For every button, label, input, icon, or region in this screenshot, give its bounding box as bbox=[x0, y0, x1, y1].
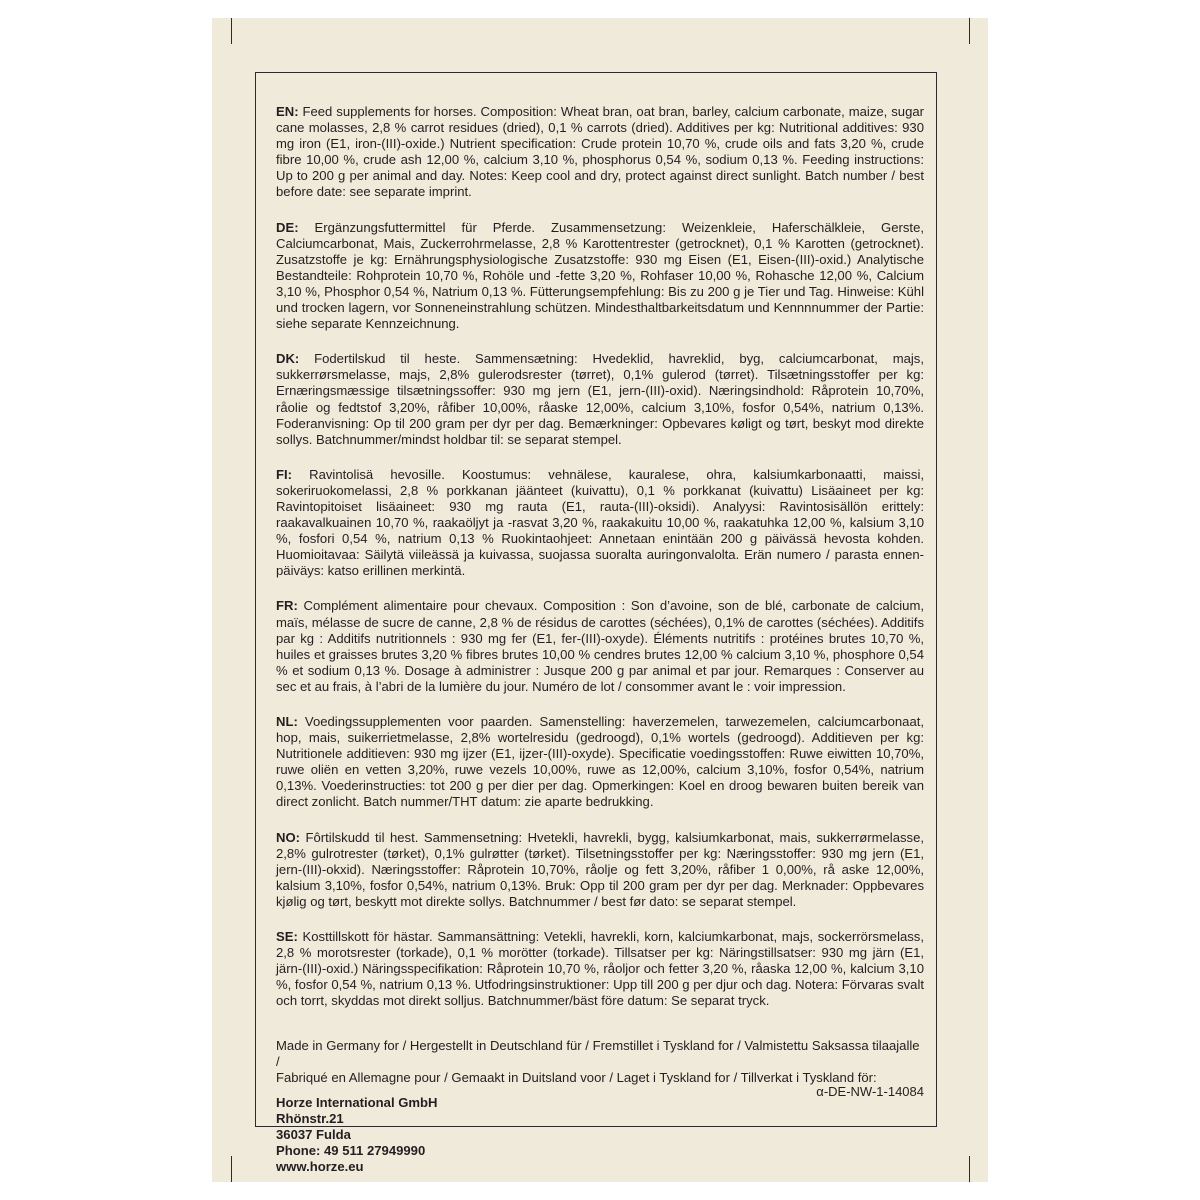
paragraph-text-dk: Fodertilskud til heste. Sammensætning: Hvedeklid, havreklid, byg, calciumcarbonat, majs, sukkerrørsmelasse, majs, 2,8% gulerodsrester (tørret), 0,1% gulerod (tørret). Tilsætningsstoffer per kg: Ernæringsmæssige tilsætningssoffer: 930 mg jern (E1, jern-(III)-oxid). Næringsindhold: Råprotein 10,70%, råolie og fedtstof 3,20%, råfiber 10,00%, råaske 12,00%, calcium 3,10%, fosfor 0,54%, natrium 0,13%. Foderanvisning: Op til 200 gram per dyr per dag. Bemærkninger: Opbevares køligt og tørt, beskyt mod direkte sollys. Batchnummer/mindst holdbar til: se separat stempel. bbox=[276, 351, 924, 447]
company-city: 36037 Fulda bbox=[276, 1126, 351, 1142]
language-code-de: DE: bbox=[276, 219, 299, 235]
paragraph-en bbox=[276, 104, 924, 201]
language-code-se: SE: bbox=[276, 929, 298, 945]
label-text-content bbox=[276, 104, 924, 1175]
paragraph-text-no: Fôrtilskudd til hest. Sammensetning: Hvetekli, havrekli, bygg, kalsiumkarbonat, mais, sukkerrørmelasse, 2,8% gulrotrester (tørket), 0,1% gulrøtter (tørket). Tilsetningsstoffer per kg: Næringsstoffer: 930 mg jern (E1, jern-(III)-okxid). Næringsstoffer: Råprotein 10,70%, råolje og fett 3,20%, råfiber 1 0,00%, rå aske 12,00%, kalsium 3,10%, fosfor 0,54%, natrium 0,13%. Bruk: Opp til 200 gram per dyr per dag. Merknader: Oppbevares kjølig og tørt, beskytt mot direkte sollys. Batchnummer / best før dato: se separat stempel. bbox=[276, 829, 924, 909]
manufacturer-block bbox=[276, 1038, 924, 1176]
paragraph-fi bbox=[276, 467, 924, 580]
language-code-en: EN: bbox=[276, 104, 299, 119]
language-code-fr: FR: bbox=[276, 598, 298, 614]
paragraph-nl bbox=[276, 714, 924, 811]
paragraph-no bbox=[276, 830, 924, 910]
language-code-fi: FI: bbox=[276, 466, 292, 482]
company-street: Rhönstr.21 bbox=[276, 1110, 344, 1126]
paragraph-text-fr: Complément alimentaire pour chevaux. Composition : Son d’avoine, son de blé, carbonate de calcium, maïs, mélasse de sucre de canne, 2,8 % de résidus de carottes (séchées), 0,1% de carottes (séchées). Additifs par kg : Additifs nutritionnels : 930 mg fer (E1, fer-(III)-oxyde). Éléments nutritifs : protéines brutes 10,70 %, huiles et graisses brutes 3,20 % fibres brutes 10,00 % cendres brutes 12,00 % calcium 3,10 %, phosphore 0,54 % et sodium 0,13 %. Dosage à administrer : Jusque 200 g par animal et par jour. Remarques : Conserver au sec et au frais, à l’abri de la lumière du jour. Numéro de lot / consommer avant le : voir impression. bbox=[276, 598, 924, 694]
paragraph-dk bbox=[276, 351, 924, 448]
paragraph-fr bbox=[276, 598, 924, 695]
language-code-dk: DK: bbox=[276, 351, 300, 367]
paragraph-text-de: Ergänzungsfuttermittel für Pferde. Zusammensetzung: Weizenkleie, Haferschälkleie, Gerste, Calciumcarbonat, Mais, Zuckerrohrmelasse, 2,8 % Karottentrester (getrocknet), 0,1 % Karotten (getrocknet). Zusatzstoffe je kg: Ernährungsphysiologische Zusatzstoffe: 930 mg Eisen (E1, Eisen-(III)-oxid.) Analytische Bestandteile: Rohprotein 10,70 %, Rohöle und -fette 3,20 %, Rohfaser 10,00 %, Rohasche 12,00 %, Calcium 3,10 %, Phosphor 0,54 %, Natrium 0,13 %. Fütterungsempfehlung: Bis zu 200 g je Tier und Tag. Hinweise: Kühl und trocken lagern, vor Sonneneinstrahlung schützen. Mindesthaltbarkeitsdatum und Kennnnummer der Partie: siehe separate Kennzeichnung. bbox=[276, 219, 924, 332]
crop-mark-bottom-left bbox=[231, 1156, 232, 1182]
paragraph-de bbox=[276, 220, 924, 333]
paragraph-text-fi: Ravintolisä hevosille. Koostumus: vehnälese, kauralese, ohra, kalsiumkarbonaatti, maissi, sokeriruokomelassi, 2,8 % porkkanan jäänteet (kuivattu), 0,1 % porkkanat (kuivattu) Lisäaineet per kg: Ravintopitoiset lisäaineet: 930 mg rauta (E1, rauta-(III)-oksidi). Analyysi: Ravintosisällön erittely: raakavalkuainen 10,70 %, raakaöljyt ja -rasvat 3,20 %, raakakuitu 10,00 %, raakatuhka 12,00 %, kalsium 3,10 %, fosfori 0,54 %, natrium 0,13 % Ruokintaohjeet: Annetaan enintään 200 g päivässä hevosta kohden. Huomioitavaa: Säilytä viileässä ja kuivassa, suojassa suoralta auringonvalolta. Erän numero / parasta ennen-päiväys: katso erillinen merkintä. bbox=[276, 466, 924, 579]
language-code-no: NO: bbox=[276, 829, 301, 845]
company-website[interactable]: www.horze.eu bbox=[276, 1159, 364, 1175]
company-name: Horze International GmbH bbox=[276, 1094, 438, 1110]
crop-mark-top-left bbox=[231, 18, 232, 44]
paragraph-se bbox=[276, 929, 924, 1009]
language-code-nl: NL: bbox=[276, 714, 298, 729]
paragraph-text-se: Kosttillskott för hästar. Sammansättning: Vetekli, havrekli, korn, kalciumkarbonat, majs, sockerrörsmelass, 2,8 % morotsrester (torkade), 0,1 % morötter (torkade). Tillsatser per kg: Näringstillsatser: 930 mg järn (E1, järn-(III)-oxid.) Näringsspecifikation: Råprotein 10,70 %, råoljor och fetter 3,20 %, råaska 12,00 %, kalcium 3,10 %, fosfor 0,54 %, natrium 0,13 %. Utfodringsinstruktioner: Upp till 200 g per djur och dag. Notera: Förvaras svalt och torrt, skyddas mot direkt solljus. Batchnummer/bäst före datum: Se separat tryck. bbox=[276, 929, 924, 1009]
crop-mark-top-right bbox=[969, 18, 970, 44]
made-in-line-2: Fabriqué en Allemagne pour / Gemaakt in Duitsland voor / Laget i Tyskland for / Tillverkat i Tyskland för: bbox=[276, 1069, 877, 1085]
paragraph-text-en: Feed supplements for horses. Composition: Wheat bran, oat bran, barley, calcium carbonate, maize, sugar cane molasses, 2,8 % carrot residues (dried), 0,1 % carrots (dried). Additives per kg: Nutritional additives: 930 mg iron (E1, iron-(III)-oxide.) Nutrient specification: Crude protein 10,70 %, crude oils and fats 3,20 %, crude fibre 10,00 %, crude ash 12,00 %, calcium 3,10 %, phosphorus 0,54 %, sodium 0,13 %. Feeding instructions: Up to 200 g per animal and day. Notes: Keep cool and dry, protect against direct sunlight. Batch number / best before date: see separate imprint. bbox=[276, 104, 924, 200]
made-in-line-1: Made in Germany for / Hergestellt in Deutschland für / Fremstillet i Tyskland for / Valmistettu Saksassa tilaajalle / bbox=[276, 1037, 920, 1069]
company-phone: Phone: 49 511 27949990 bbox=[276, 1143, 426, 1159]
crop-mark-bottom-right bbox=[969, 1156, 970, 1182]
paragraph-text-nl: Voedingssupplementen voor paarden. Samenstelling: haverzemelen, tarwezemelen, calciumcarbonaat, hop, mais, suikerrietmelasse, 2,8% wortelresidu (gedroogd), 0,1% wortels (gedroogd). Additieven per kg: Nutritionele additieven: 930 mg ijzer (E1, ijzer-(III)-oxyde). Specificatie voedingsstoffen: Ruwe eiwitten 10,70%, ruwe oliën en vetten 3,20%, ruwe vezels 10,00%, ruwe as 12,00%, calcium 3,10%, fosfor 0,54%, natrium 0,13%. Voederinstructies: tot 200 g per dier per dag. Opmerkingen: Koel en droog bewaren buiten bereik van direct zonlicht. Batch nummer/THT datum: zie aparte bedrukking. bbox=[276, 714, 924, 810]
label-reference-code: α-DE-NW-1-14084 bbox=[816, 1084, 924, 1099]
company-address bbox=[276, 1095, 924, 1175]
